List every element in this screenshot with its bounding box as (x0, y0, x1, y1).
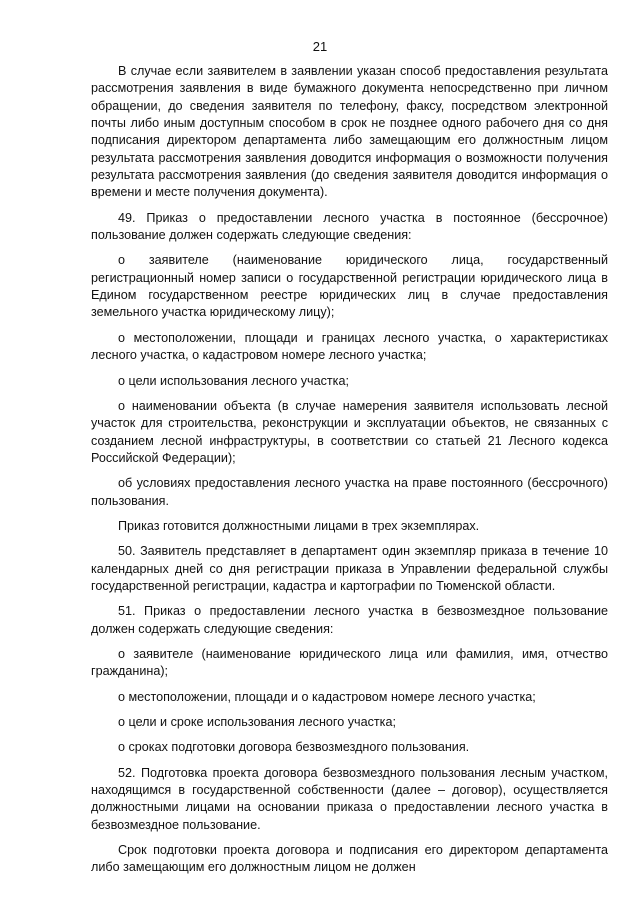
paragraph: о заявителе (наименование юридического лица, государственный регистрационный номер записи о государственной регистрации юридического лица в Едином государственном реестре юридических лиц в случае предоставления земельного участка юридическому лицу); (91, 253, 608, 320)
document-body (91, 63, 608, 885)
paragraph: о заявителе (наименование юридического лица или фамилия, имя, отчество гражданина); (91, 646, 608, 679)
paragraph: 49. Приказ о предоставлении лесного участка в постоянное (бессрочное) пользование должен содержать следующие сведения: (91, 210, 608, 243)
paragraph: о местоположении, площади и границах лесного участка, о характеристиках лесного участка, о кадастровом номере лесного участка; (91, 330, 608, 363)
paragraph: Приказ готовится должностными лицами в трех экземплярах. (118, 518, 480, 533)
paragraph: 51. Приказ о предоставлении лесного участка в безвозмездное пользование должен содержать следующие сведения: (91, 604, 608, 636)
page-number: 21 (312, 39, 328, 54)
paragraph: Срок подготовки проекта договора и подписания его директором департамента либо замещающим его должностным лицом не должен (91, 843, 608, 875)
paragraph: о цели использования лесного участка; (118, 373, 349, 388)
paragraph: В случае если заявителем в заявлении указан способ предоставления результата рассмотрения заявления в виде бумажного документа непосредственно при личном обращении, до сведения заявителя по телефону, факсу, посредством электронной почты либо иным доступным способом в срок не позднее одного рабочего дня со дня подписания директором департамента либо замещающим его должностным лицом результата рассмотрения заявления доводится информация о возможности получения результата рассмотрения заявления (до сведения заявителя доводится информация о времени и месте получения документа). (91, 64, 608, 200)
paragraph: об условиях предоставления лесного участка на праве постоянного (бессрочного) пользования. (91, 476, 608, 508)
paragraph: о цели и сроке использования лесного участка; (118, 715, 396, 729)
paragraph: о наименовании объекта (в случае намерения заявителя использовать лесной участок для строительства, реконструкции и эксплуатации объектов, не связанных с созданием лесной инфраструктуры, в соответствии со статьей 21 Лесного кодекса Российской Федерации); (91, 398, 608, 465)
paragraph: 52. Подготовка проекта договора безвозмездного пользования лесным участком, находящимся в государственной собственности (далее – договор), осуществляется должностными лицами на основании приказа о предоставлении лесного участка в безвозмездное пользование. (91, 765, 608, 832)
paragraph: 50. Заявитель представляет в департамент один экземпляр приказа в течение 10 календарных дней со дня регистрации приказа в Управлении федеральной службы государственной регистрации, кадастра и картографии по Тюменской области. (91, 544, 608, 593)
paragraph: о местоположении, площади и о кадастровом номере лесного участка; (118, 689, 536, 704)
paragraph: о сроках подготовки договора безвозмездного пользования. (118, 740, 470, 755)
